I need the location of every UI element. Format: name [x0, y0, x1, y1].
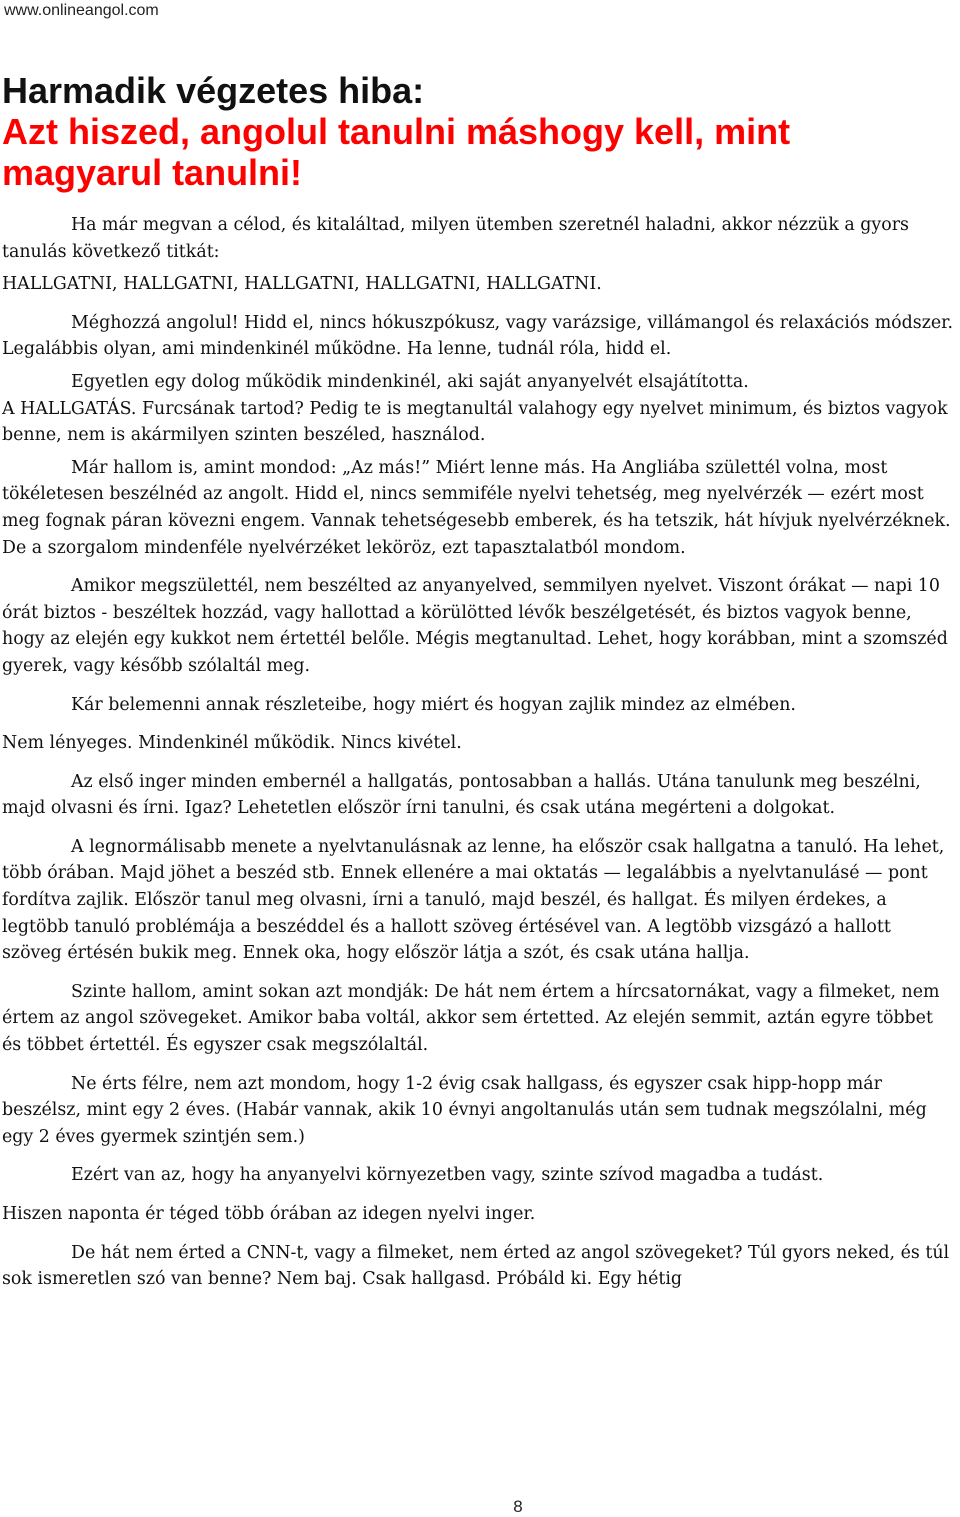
paragraph: Nem lényeges. Mindenkinél működik. Nincs kivétel. — [2, 733, 462, 754]
body-text — [2, 212, 954, 1305]
paragraph: Ha már megvan a célod, és kitaláltad, milyen ütemben szeretnél haladni, akkor nézzük a gyors tanulás következő titkát: — [2, 215, 909, 262]
chapter-heading — [2, 70, 960, 193]
paragraph: HALLGATNI, HALLGATNI, HALLGATNI, HALLGATNI, HALLGATNI. — [2, 274, 602, 295]
paragraph: A legnormálisabb menete a nyelvtanulásnak az lenne, ha először csak hallgatna a tanuló. Ha lehet, több órában. Majd jöhet a beszéd stb. Ennek ellenére a mai oktatás — legalábbis a nyelvtanulásé — pont fordítva zajlik. Először tanul meg olvasni, írni a tanuló, majd beszél, és hallgat. És milyen érdekes, a legtöbb tanuló problémája a beszéddel és a hallott szöveg értésével van. A legtöbb vizsgázó a hallott szöveg értésén bukik meg. Ennek oka, hogy először látja a szót, és csak utána hallja. — [2, 836, 945, 964]
paragraph: Méghozzá angolul! Hidd el, nincs hókuszpókusz, vagy varázsige, villámangol és relaxációs módszer. Legalábbis olyan, ami mindenkinél működne. Ha lenne, tudnál róla, hidd el. — [2, 312, 954, 360]
paragraph: Kár belemenni annak részleteibe, hogy miért és hogyan zajlik mindez az elmében. — [71, 694, 796, 715]
paragraph: Egyetlen egy dolog működik mindenkinél, aki saját anyanyelvét elsajátította. — [71, 371, 749, 392]
paragraph: De hát nem érted a CNN-t, vagy a filmeket, nem érted az angol szövegeket? Túl gyors neked, és túl sok ismeretlen szó van benne? Nem baj. Csak hallgasd. Próbáld ki. Egy hétig — [2, 1242, 950, 1290]
page-number: 8 — [513, 1497, 523, 1516]
paragraph: Ezért van az, hogy ha anyanyelvi környezetben vagy, szinte szívod magadba a tudást. — [71, 1165, 824, 1186]
paragraph: Ne érts félre, nem azt mondom, hogy 1-2 évig csak hallgass, és egyszer csak hipp-hopp már beszélsz, mint egy 2 éves. (Habár vannak, akik 10 évnyi angoltanulás után sem tudnak megszólalni, még egy 2 éves gyermek szintjén sem.) — [2, 1073, 927, 1147]
paragraph: Amikor megszülettél, nem beszélted az anyanyelved, semmilyen nyelvet. Viszont órákat — napi 10 órát biztos - beszéltek hozzád, vagy hallottad a körülötted lévők beszélgetését, és biztos vagyok benne, hogy az elején egy kukkot nem értettél belőle. Mégis megtanultad. Lehet, hogy korábban, mint a szomszéd gyerek, vagy később szólaltál meg. — [2, 576, 948, 676]
paragraph: Már hallom is, amint mondod: „Az más!” Miért lenne más. Ha Angliába születtél volna, most tökéletesen beszélnéd az angolt. Hidd el, nincs semmiféle nyelvi tehetség, meg nyelvérzék — ezért most meg fognak páran kövezni engem. Vannak tehetségesebb emberek, és ha tetszik, hát hívjuk nyelvérzéknek. De a szorgalom mindenféle nyelvérzéket leköröz, ezt tapasztalatból mondom. — [2, 457, 951, 558]
paragraph: Szinte hallom, amint sokan azt mondják: De hát nem értem a hírcsatornákat, vagy a filmeket, nem értem az angol szövegeket. Amikor baba voltál, akkor sem értetted. Az elején semmit, aztán egyre többet és többet értettél. És egyszer csak megszólaltál. — [2, 981, 940, 1056]
heading-line-1: Harmadik végzetes hiba: — [2, 70, 425, 111]
heading-line-2: Azt hiszed, angolul tanulni máshogy kell, mint magyarul tanulni! — [2, 111, 791, 193]
header-url: www.onlineangol.com — [4, 2, 159, 19]
paragraph: Hiszen naponta ér téged több órában az idegen nyelvi inger. — [2, 1204, 536, 1224]
paragraph: A HALLGATÁS. Furcsának tartod? Pedig te is megtanultál valahogy egy nyelvet minimum, és biztos vagyok benne, nem is akármilyen szinten beszéled, használod. — [2, 398, 948, 446]
paragraph: Az első inger minden embernél a hallgatás, pontosabban a hallás. Utána tanulunk meg beszélni, majd olvasni és írni. Igaz? Lehetetlen először írni tanulni, és csak utána megérteni a dolgokat. — [2, 771, 921, 819]
